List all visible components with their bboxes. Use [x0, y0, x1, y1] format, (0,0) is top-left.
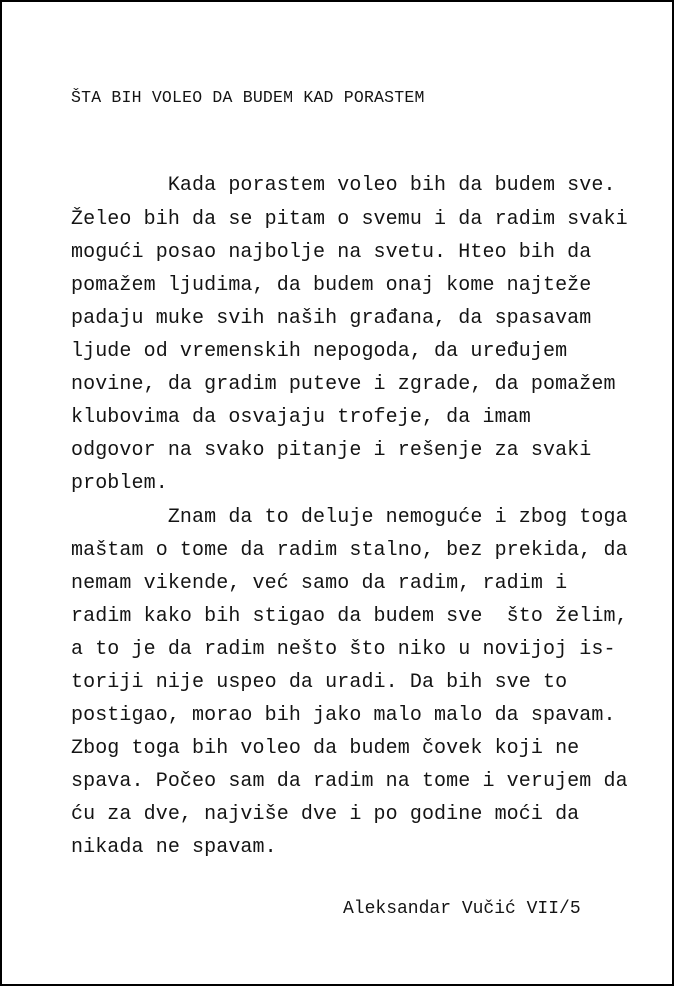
- paragraph-2-line-1: Znam da to deluje nemoguće i zbog toga: [71, 506, 628, 529]
- paragraph-1-line-4: pomažem ljudima, da budem onaj kome najteže: [71, 274, 592, 297]
- paragraph-1-line-2: Želeo bih da se pitam o svemu i da radim svaki: [71, 208, 628, 231]
- paragraph-1-line-8: klubovima da osvajaju trofeje, da imam: [71, 406, 531, 429]
- paragraph-1-line-9: odgovor na svako pitanje i rešenje za svaki: [71, 439, 592, 462]
- paragraph-2-line-6: toriji nije uspeo da uradi. Da bih sve to: [71, 671, 568, 694]
- paragraph-2-line-8: Zbog toga bih voleo da budem čovek koji ne: [71, 737, 580, 760]
- paragraph-1-line-6: ljude od vremenskih nepogoda, da uređujem: [71, 340, 568, 363]
- paragraph-1-line-3: mogući posao najbolje na svetu. Hteo bih da: [71, 241, 592, 264]
- paragraph-2-line-3: nemam vikende, već samo da radim, radim i: [71, 572, 568, 595]
- paragraph-1-line-7: novine, da gradim puteve i zgrade, da pomažem: [71, 373, 616, 396]
- paragraph-2-line-5: a to je da radim nešto što niko u novijoj is-: [71, 638, 616, 661]
- paragraph-2-line-2: maštam o tome da radim stalno, bez prekida, da: [71, 539, 628, 562]
- paragraph-2-line-4: radim kako bih stigao da budem sve što želim,: [71, 605, 628, 628]
- paragraph-2-line-11: nikada ne spavam.: [71, 836, 277, 859]
- paragraph-1-line-5: padaju muke svih naših građana, da spasavam: [71, 307, 592, 330]
- paragraph-2-line-9: spava. Počeo sam da radim na tome i verujem da: [71, 770, 628, 793]
- document-title: ŠTA BIH VOLEO DA BUDEM KAD PORASTEM: [71, 88, 425, 107]
- paragraph-2-line-7: postigao, morao bih jako malo malo da spavam.: [71, 704, 616, 727]
- paragraph-2-line-10: ću za dve, najviše dve i po godine moći da: [71, 803, 580, 826]
- author-signature: Aleksandar Vučić VII/5: [343, 899, 581, 919]
- paragraph-1-line-1: Kada porastem voleo bih da budem sve.: [71, 174, 616, 197]
- paragraph-1-line-10: problem.: [71, 472, 168, 495]
